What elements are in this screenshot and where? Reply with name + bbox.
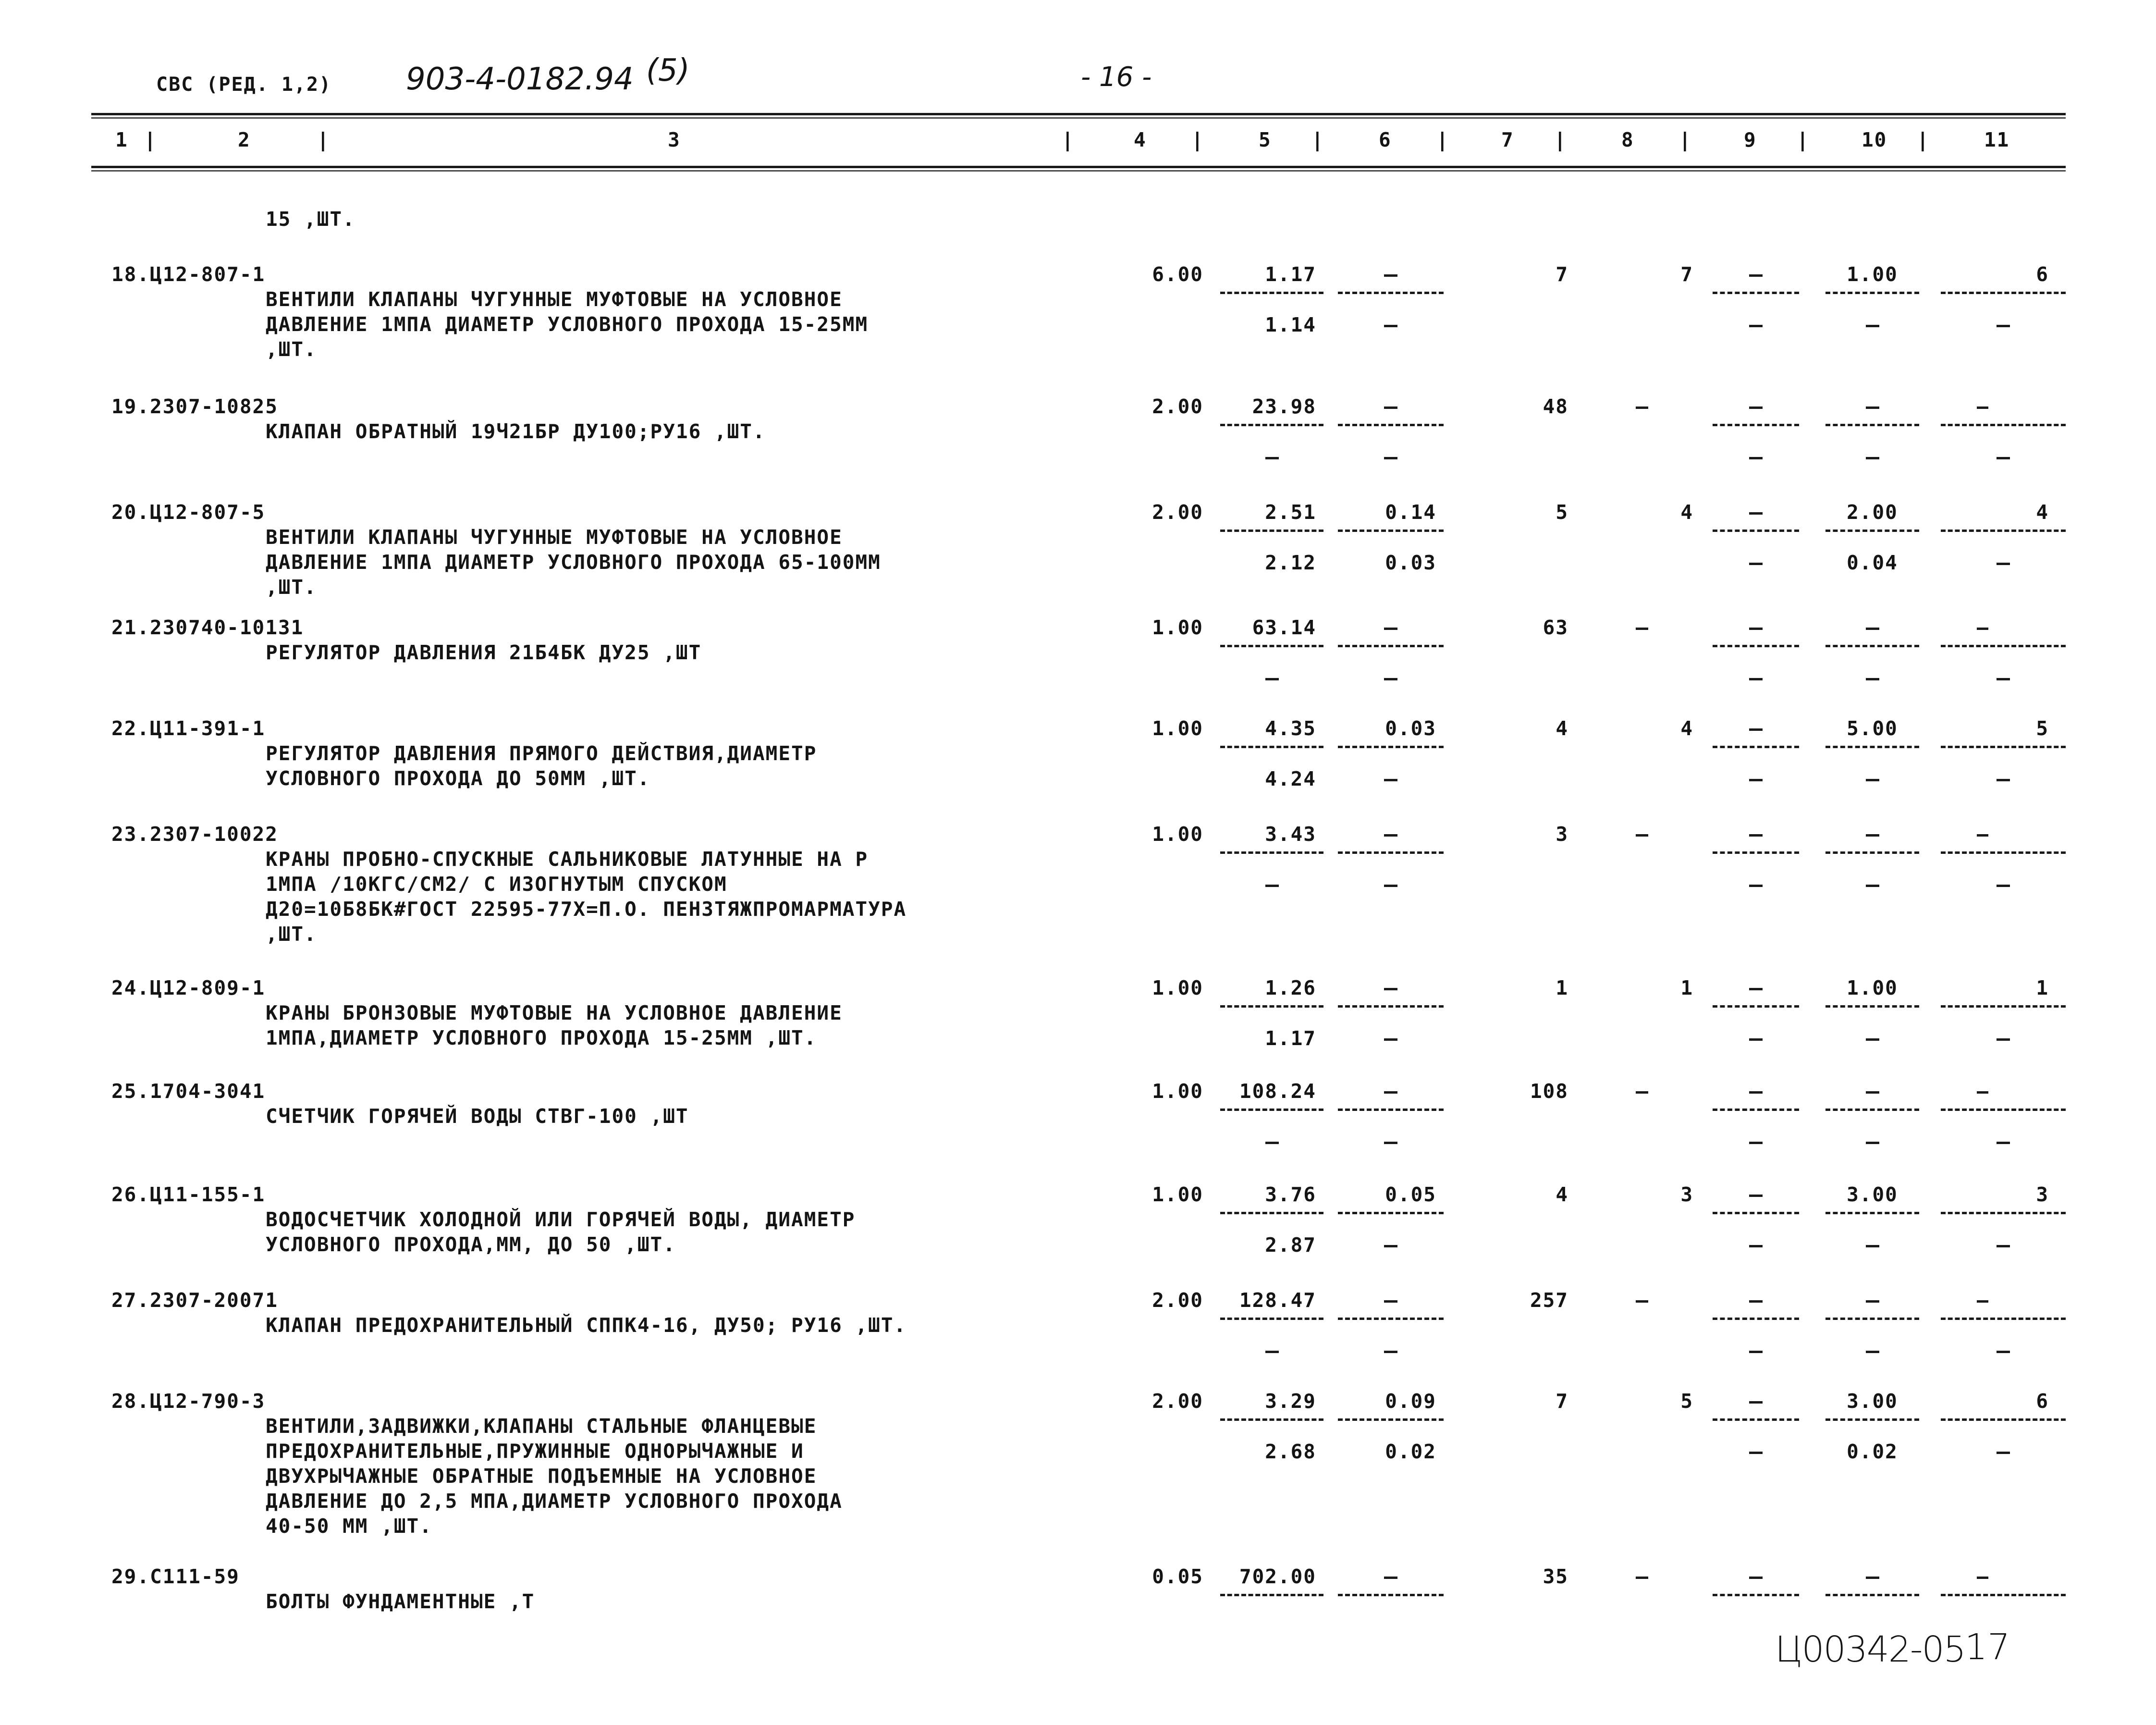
- col-c10-top: 1.00: [1847, 263, 1898, 286]
- item-description: СЧЕТЧИК ГОРЯЧЕЙ ВОДЫ СТВГ-100 ,ШТ: [266, 1105, 689, 1128]
- col-c10-top: 3.00: [1847, 1390, 1898, 1413]
- col-7-value: 5: [1556, 501, 1568, 524]
- column-separator: |: [1917, 128, 1930, 151]
- col-c6-top: [1384, 1091, 1397, 1094]
- col-c6-top: 0.09: [1385, 1390, 1436, 1413]
- col-c5-bottom: [1265, 885, 1279, 887]
- col-c9-bottom: [1749, 1038, 1763, 1041]
- fraction-line: [1825, 1212, 1919, 1217]
- col-c9-bottom: [1749, 1452, 1763, 1454]
- col-c9-top: [1749, 274, 1763, 277]
- col-c9-bottom: [1749, 325, 1763, 327]
- fraction-line: [1338, 1109, 1444, 1114]
- column-header-8: 8: [1621, 128, 1634, 151]
- fraction-line: [1713, 645, 1799, 650]
- item-code: 19.2307-10825: [111, 395, 278, 418]
- col-8-value: [1636, 1091, 1648, 1094]
- item-description: ДАВЛЕНИЕ 1МПА ДИАМЕТР УСЛОВНОГО ПРОХОДА 15-25ММ: [266, 313, 869, 336]
- column-header-4: 4: [1134, 128, 1147, 151]
- col-c5-top: 23.98: [1252, 395, 1316, 418]
- col-7-value: 48: [1543, 395, 1568, 418]
- item-description: ,ШТ.: [266, 923, 317, 946]
- col-c9-bottom: [1749, 563, 1763, 565]
- page-mark: - 16 -: [1081, 62, 1152, 93]
- col-c9-top: [1749, 1300, 1763, 1303]
- col-c10-top: [1866, 1091, 1879, 1094]
- col-c10-bottom: 0.04: [1847, 551, 1898, 574]
- col-11-top: [1977, 407, 1988, 409]
- album-mark: (5): [646, 53, 690, 88]
- col-7-value: 1: [1556, 976, 1568, 999]
- fraction-line: [1220, 746, 1323, 751]
- header-rule-bottom: [91, 166, 2066, 168]
- col-11-bottom: [1997, 779, 2010, 781]
- fraction-line: [1338, 851, 1444, 857]
- column-separator: |: [1311, 128, 1324, 151]
- col-c9-top: [1749, 1577, 1763, 1579]
- col-c10-top: 5.00: [1847, 717, 1898, 740]
- fraction-line: [1941, 530, 2066, 535]
- col-11-top: [1977, 1577, 1988, 1579]
- header-left-code: СВС (РЕД. 1,2): [156, 74, 332, 96]
- col-c6-bottom: [1384, 678, 1397, 680]
- col-c9-top: [1749, 988, 1763, 990]
- fraction-line: [1825, 530, 1919, 535]
- col-c9-top: [1749, 834, 1763, 837]
- item-description: 1МПА,ДИАМЕТР УСЛОВНОГО ПРОХОДА 15-25ММ ,ШТ.: [266, 1026, 817, 1049]
- col-c10-top: [1866, 1300, 1879, 1303]
- fraction-line: [1713, 530, 1799, 535]
- fraction-line: [1941, 1318, 2066, 1323]
- col-c5-bottom: [1265, 1351, 1279, 1353]
- item-code: 24.Ц12-809-1: [111, 976, 266, 999]
- item-code: 26.Ц11-155-1: [111, 1183, 266, 1206]
- col-c6-bottom: [1384, 885, 1397, 887]
- fraction-line: [1338, 645, 1444, 650]
- col-c6-top: [1384, 1577, 1397, 1579]
- item-code: 28.Ц12-790-3: [111, 1390, 266, 1413]
- col-c5-top: 702.00: [1239, 1565, 1316, 1588]
- col-11-bottom: [1997, 1452, 2010, 1454]
- fraction-line: [1713, 424, 1799, 429]
- header-rule-top-2: [91, 117, 2066, 119]
- qty-value: 2.00: [1152, 395, 1203, 418]
- col-c10-bottom: [1866, 1038, 1879, 1041]
- fraction-line: [1220, 851, 1323, 857]
- col-c9-bottom: [1749, 885, 1763, 887]
- col-c6-top: [1384, 274, 1397, 277]
- col-11-bottom: [1997, 563, 2010, 565]
- fraction-line: [1220, 292, 1323, 297]
- column-header-3: 3: [668, 128, 681, 151]
- fraction-line: [1338, 292, 1444, 297]
- fraction-line: [1220, 530, 1323, 535]
- col-c9-bottom: [1749, 457, 1763, 459]
- col-11-bottom: [1997, 1038, 2010, 1041]
- col-c10-bottom: [1866, 1142, 1879, 1144]
- item-description: КРАНЫ БРОНЗОВЫЕ МУФТОВЫЕ НА УСЛОВНОЕ ДАВЛЕНИЕ: [266, 1001, 843, 1024]
- col-c10-top: [1866, 1577, 1879, 1579]
- column-header-6: 6: [1379, 128, 1392, 151]
- col-c10-top: 1.00: [1847, 976, 1898, 999]
- item-description: 40-50 ММ ,ШТ.: [266, 1515, 432, 1538]
- col-c6-top: [1384, 1300, 1397, 1303]
- fraction-line: [1941, 1594, 2066, 1599]
- item-description: КЛАПАН ОБРАТНЫЙ 19Ч21БР ДУ100;РУ16 ,ШТ.: [266, 420, 766, 443]
- column-separator: |: [144, 128, 157, 151]
- column-separator: |: [1062, 128, 1075, 151]
- col-7-value: 7: [1556, 1390, 1568, 1413]
- col-c10-bottom: [1866, 885, 1879, 887]
- item-description: 1МПА /10КГС/СМ2/ С ИЗОГНУТЫМ СПУСКОМ: [266, 873, 727, 896]
- col-c5-bottom: [1265, 678, 1279, 680]
- col-c5-bottom: 4.24: [1265, 767, 1316, 790]
- item-description: ВЕНТИЛИ,ЗАДВИЖКИ,КЛАПАНЫ СТАЛЬНЫЕ ФЛАНЦЕВЫЕ: [266, 1415, 817, 1438]
- col-11-top: [1977, 1300, 1988, 1303]
- col-8-value: 5: [1680, 1390, 1693, 1413]
- item-code: 25.1704-3041: [111, 1080, 266, 1103]
- column-header-1: 1: [115, 128, 128, 151]
- col-c10-top: [1866, 407, 1879, 409]
- col-11-top: 6: [2036, 263, 2049, 286]
- col-c10-top: [1866, 628, 1879, 630]
- col-c10-bottom: [1866, 779, 1879, 781]
- item-description: ДВУХРЫЧАЖНЫЕ ОБРАТНЫЕ ПОДЪЕМНЫЕ НА УСЛОВНОЕ: [266, 1465, 817, 1488]
- col-7-value: 7: [1556, 263, 1568, 286]
- item-description: ,ШТ.: [266, 576, 317, 599]
- item-description: ВЕНТИЛИ КЛАПАНЫ ЧУГУННЫЕ МУФТОВЫЕ НА УСЛОВНОЕ: [266, 526, 843, 549]
- col-c10-bottom: [1866, 325, 1879, 327]
- col-11-bottom: [1997, 1142, 2010, 1144]
- col-11-top: 1: [2036, 976, 2049, 999]
- col-11-bottom: [1997, 1351, 2010, 1353]
- header-rule-top: [91, 113, 2066, 115]
- col-11-top: 6: [2036, 1390, 2049, 1413]
- col-8-value: [1636, 407, 1648, 409]
- col-c6-bottom: 0.02: [1385, 1440, 1436, 1463]
- col-c5-top: 1.17: [1265, 263, 1316, 286]
- col-c5-bottom: 2.12: [1265, 551, 1316, 574]
- col-c9-top: [1749, 1091, 1763, 1094]
- col-8-value: [1636, 1300, 1648, 1303]
- col-c9-bottom: [1749, 779, 1763, 781]
- col-c6-top: [1384, 407, 1397, 409]
- col-c6-top: 0.05: [1385, 1183, 1436, 1206]
- qty-value: 2.00: [1152, 501, 1203, 524]
- col-11-top: 4: [2036, 501, 2049, 524]
- fraction-line: [1941, 851, 2066, 857]
- qty-value: 1.00: [1152, 1183, 1203, 1206]
- qty-value: 0.05: [1152, 1565, 1203, 1588]
- fraction-line: [1220, 1594, 1323, 1599]
- col-c6-bottom: [1384, 457, 1397, 459]
- col-7-value: 257: [1530, 1289, 1568, 1312]
- col-11-bottom: [1997, 325, 2010, 327]
- fraction-line: [1220, 645, 1323, 650]
- item-code: 29.С111-59: [111, 1565, 240, 1588]
- fraction-line: [1338, 530, 1444, 535]
- fraction-line: [1825, 645, 1919, 650]
- column-header-11: 11: [1984, 128, 2010, 151]
- fraction-line: [1941, 292, 2066, 297]
- col-c10-top: 2.00: [1847, 501, 1898, 524]
- fraction-line: [1825, 292, 1919, 297]
- column-separator: |: [1436, 128, 1449, 151]
- col-c6-bottom: [1384, 1245, 1397, 1247]
- item-code: 20.Ц12-807-5: [111, 501, 266, 524]
- fraction-line: [1220, 1005, 1323, 1010]
- col-c6-bottom: [1384, 779, 1397, 781]
- fraction-line: [1220, 1318, 1323, 1323]
- col-c10-bottom: 0.02: [1847, 1440, 1898, 1463]
- column-separator: |: [1191, 128, 1204, 151]
- col-c6-top: 0.14: [1385, 501, 1436, 524]
- column-header-9: 9: [1744, 128, 1757, 151]
- item-description: ДАВЛЕНИЕ ДО 2,5 МПА,ДИАМЕТР УСЛОВНОГО ПРОХОДА: [266, 1490, 843, 1513]
- item-description: ВОДОСЧЕТЧИК ХОЛОДНОЙ ИЛИ ГОРЯЧЕЙ ВОДЫ, ДИАМЕТР: [266, 1208, 856, 1231]
- col-c9-top: [1749, 512, 1763, 515]
- fraction-line: [1941, 1418, 2066, 1424]
- fraction-line: [1713, 1212, 1799, 1217]
- col-c10-bottom: [1866, 678, 1879, 680]
- col-11-bottom: [1997, 457, 2010, 459]
- fraction-line: [1713, 292, 1799, 297]
- col-c5-bottom: 1.14: [1265, 313, 1316, 336]
- fraction-line: [1220, 1418, 1323, 1424]
- item-code: 27.2307-20071: [111, 1289, 278, 1312]
- fraction-line: [1713, 851, 1799, 857]
- item-code: 18.Ц12-807-1: [111, 263, 266, 286]
- col-c5-top: 4.35: [1265, 717, 1316, 740]
- col-c10-bottom: [1866, 1351, 1879, 1353]
- col-c9-bottom: [1749, 1351, 1763, 1353]
- col-11-top: 5: [2036, 717, 2049, 740]
- col-c6-bottom: [1384, 1038, 1397, 1041]
- col-11-top: 3: [2036, 1183, 2049, 1206]
- item-description: ДАВЛЕНИЕ 1МПА ДИАМЕТР УСЛОВНОГО ПРОХОДА 65-100ММ: [266, 551, 881, 574]
- qty-value: 1.00: [1152, 1080, 1203, 1103]
- fraction-line: [1825, 1318, 1919, 1323]
- col-c6-bottom: 0.03: [1385, 551, 1436, 574]
- item-description: ПРЕДОХРАНИТЕЛЬНЫЕ,ПРУЖИННЫЕ ОДНОРЫЧАЖНЫЕ И: [266, 1440, 804, 1463]
- fraction-line: [1825, 424, 1919, 429]
- item-description: Д20=10Б8БК#ГОСТ 22595-77Х=П.О. ПЕНЗТЯЖПРОМАРМАТУРА: [266, 898, 907, 921]
- col-c9-top: [1749, 728, 1763, 731]
- col-c9-top: [1749, 628, 1763, 630]
- col-8-value: 3: [1680, 1183, 1693, 1206]
- item-description: РЕГУЛЯТОР ДАВЛЕНИЯ 21Б4БК ДУ25 ,ШТ: [266, 641, 702, 664]
- fraction-line: [1825, 746, 1919, 751]
- fraction-line: [1941, 1005, 2066, 1010]
- col-c5-top: 3.76: [1265, 1183, 1316, 1206]
- col-c5-bottom: 1.17: [1265, 1027, 1316, 1050]
- fraction-line: [1713, 746, 1799, 751]
- item-description: ,ШТ.: [266, 338, 317, 361]
- col-7-value: 63: [1543, 616, 1568, 639]
- item-description: УСЛОВНОГО ПРОХОДА,ММ, ДО 50 ,ШТ.: [266, 1233, 676, 1256]
- qty-value: 2.00: [1152, 1390, 1203, 1413]
- fraction-line: [1941, 645, 2066, 650]
- col-c10-bottom: [1866, 1245, 1879, 1247]
- column-separator: |: [1797, 128, 1810, 151]
- col-8-value: [1636, 628, 1648, 630]
- col-c5-bottom: [1265, 1142, 1279, 1144]
- column-separator: |: [317, 128, 330, 151]
- continuation-text: 15 ,ШТ.: [266, 208, 355, 231]
- fraction-line: [1338, 746, 1444, 751]
- fraction-line: [1941, 1109, 2066, 1114]
- item-description: КРАНЫ ПРОБНО-СПУСКНЫЕ САЛЬНИКОВЫЕ ЛАТУННЫЕ НА Р: [266, 848, 869, 871]
- fraction-line: [1713, 1005, 1799, 1010]
- fraction-line: [1713, 1594, 1799, 1599]
- fraction-line: [1220, 1212, 1323, 1217]
- col-c5-bottom: 2.68: [1265, 1440, 1316, 1463]
- item-code: 21.230740-10131: [111, 616, 304, 639]
- col-c5-top: 3.43: [1265, 823, 1316, 846]
- col-c5-bottom: 2.87: [1265, 1233, 1316, 1257]
- col-c6-bottom: [1384, 1142, 1397, 1144]
- col-c5-bottom: [1265, 457, 1279, 459]
- fraction-line: [1338, 424, 1444, 429]
- header-rule-bottom-2: [91, 170, 2066, 172]
- col-c9-top: [1749, 407, 1763, 409]
- col-c9-bottom: [1749, 1245, 1763, 1247]
- col-11-top: [1977, 1091, 1988, 1094]
- col-c5-top: 2.51: [1265, 501, 1316, 524]
- col-c6-bottom: [1384, 1351, 1397, 1353]
- col-c6-top: 0.03: [1385, 717, 1436, 740]
- qty-value: 1.00: [1152, 976, 1203, 999]
- col-8-value: [1636, 1577, 1648, 1579]
- fraction-line: [1713, 1418, 1799, 1424]
- col-c9-top: [1749, 1401, 1763, 1404]
- qty-value: 1.00: [1152, 717, 1203, 740]
- col-c9-top: [1749, 1195, 1763, 1197]
- fraction-line: [1825, 1109, 1919, 1114]
- col-c5-top: 128.47: [1239, 1289, 1316, 1312]
- col-7-value: 35: [1543, 1565, 1568, 1588]
- col-c6-top: [1384, 628, 1397, 630]
- col-11-bottom: [1997, 678, 2010, 680]
- fraction-line: [1825, 1005, 1919, 1010]
- fraction-line: [1338, 1418, 1444, 1424]
- item-code: 23.2307-10022: [111, 823, 278, 846]
- qty-value: 2.00: [1152, 1289, 1203, 1312]
- fraction-line: [1220, 424, 1323, 429]
- qty-value: 1.00: [1152, 823, 1203, 846]
- col-c6-top: [1384, 988, 1397, 990]
- item-code: 22.Ц11-391-1: [111, 717, 266, 740]
- column-header-7: 7: [1501, 128, 1514, 151]
- qty-value: 6.00: [1152, 263, 1203, 286]
- col-c5-top: 3.29: [1265, 1390, 1316, 1413]
- col-7-value: 3: [1556, 823, 1568, 846]
- column-separator: |: [1554, 128, 1567, 151]
- col-c9-bottom: [1749, 1142, 1763, 1144]
- column-header-10: 10: [1862, 128, 1887, 151]
- col-8-value: [1636, 834, 1648, 837]
- col-c9-bottom: [1749, 678, 1763, 680]
- fraction-line: [1220, 1109, 1323, 1114]
- qty-value: 1.00: [1152, 616, 1203, 639]
- fraction-line: [1941, 1212, 2066, 1217]
- col-c6-top: [1384, 834, 1397, 837]
- col-c10-top: [1866, 834, 1879, 837]
- fraction-line: [1825, 1594, 1919, 1599]
- col-c5-top: 63.14: [1252, 616, 1316, 639]
- col-11-bottom: [1997, 1245, 2010, 1247]
- fraction-line: [1825, 1418, 1919, 1424]
- fraction-line: [1941, 746, 2066, 751]
- col-8-value: 4: [1680, 501, 1693, 524]
- item-description: УСЛОВНОГО ПРОХОДА ДО 50ММ ,ШТ.: [266, 767, 650, 790]
- col-7-value: 4: [1556, 1183, 1568, 1206]
- col-c6-bottom: [1384, 325, 1397, 327]
- col-8-value: 7: [1680, 263, 1693, 286]
- archive-number: Ц00342-05: [1775, 1629, 1965, 1670]
- col-7-value: 4: [1556, 717, 1568, 740]
- col-8-value: 1: [1680, 976, 1693, 999]
- fraction-line: [1713, 1109, 1799, 1114]
- doc-number: 903-4-0182.94: [406, 62, 634, 97]
- item-description: БОЛТЫ ФУНДАМЕНТНЫЕ ,Т: [266, 1590, 535, 1613]
- fraction-line: [1713, 1318, 1799, 1323]
- fraction-line: [1338, 1212, 1444, 1217]
- col-7-value: 108: [1530, 1080, 1568, 1103]
- fraction-line: [1338, 1005, 1444, 1010]
- col-c10-bottom: [1866, 457, 1879, 459]
- sheet-number: 17: [1965, 1626, 2010, 1668]
- column-header-5: 5: [1259, 128, 1272, 151]
- col-8-value: 4: [1680, 717, 1693, 740]
- col-11-top: [1977, 834, 1988, 837]
- column-header-2: 2: [238, 128, 251, 151]
- col-11-bottom: [1997, 885, 2010, 887]
- col-11-top: [1977, 628, 1988, 630]
- column-separator: |: [1679, 128, 1692, 151]
- col-c5-top: 108.24: [1239, 1080, 1316, 1103]
- fraction-line: [1338, 1318, 1444, 1323]
- col-c10-top: 3.00: [1847, 1183, 1898, 1206]
- item-description: ВЕНТИЛИ КЛАПАНЫ ЧУГУННЫЕ МУФТОВЫЕ НА УСЛОВНОЕ: [266, 288, 843, 311]
- col-c5-top: 1.26: [1265, 976, 1316, 999]
- fraction-line: [1941, 424, 2066, 429]
- fraction-line: [1338, 1594, 1444, 1599]
- item-description: КЛАПАН ПРЕДОХРАНИТЕЛЬНЫЙ СППК4-16, ДУ50; РУ16 ,ШТ.: [266, 1314, 907, 1337]
- fraction-line: [1825, 851, 1919, 857]
- item-description: РЕГУЛЯТОР ДАВЛЕНИЯ ПРЯМОГО ДЕЙСТВИЯ,ДИАМЕТР: [266, 742, 817, 765]
